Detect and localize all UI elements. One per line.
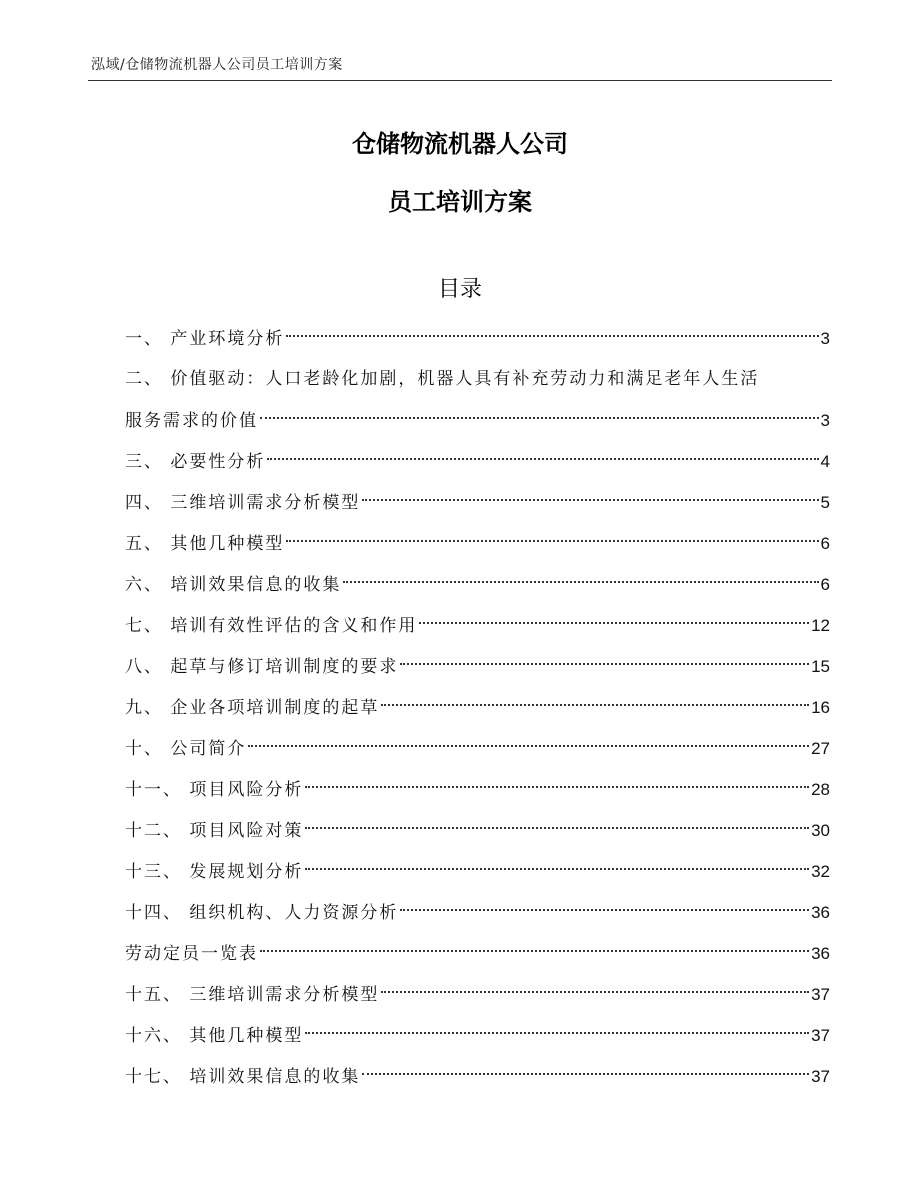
document-title-line2: 员工培训方案 bbox=[388, 188, 532, 216]
toc-entry-page: 6 bbox=[820, 534, 830, 553]
running-header: 泓域/仓储物流机器人公司员工培训方案 bbox=[91, 57, 343, 73]
toc-entry-page: 3 bbox=[820, 329, 830, 348]
toc-entry[interactable] bbox=[125, 605, 830, 646]
toc-leader-dots bbox=[400, 663, 809, 665]
toc-leader-dots bbox=[286, 540, 818, 542]
toc-leader-dots bbox=[381, 704, 809, 706]
toc-leader-dots bbox=[362, 1073, 809, 1075]
toc-entry-text: 十一、 项目风险分析 bbox=[125, 780, 304, 800]
toc-entry[interactable] bbox=[125, 400, 830, 441]
toc-leader-dots bbox=[381, 991, 809, 993]
toc-leader-dots bbox=[419, 622, 809, 624]
toc-leader-dots bbox=[260, 417, 819, 419]
toc-entry-text: 三、 必要性分析 bbox=[125, 452, 266, 472]
toc-entry-page: 3 bbox=[820, 411, 830, 430]
toc-entry-page: 6 bbox=[820, 575, 830, 594]
toc-entry-text: 七、 培训有效性评估的含义和作用 bbox=[125, 616, 418, 636]
toc-leader-dots bbox=[248, 745, 809, 747]
toc-entry[interactable] bbox=[125, 810, 830, 851]
toc-heading: 目录 bbox=[437, 277, 482, 302]
toc-leader-dots bbox=[286, 335, 818, 337]
toc-entry-text: 服务需求的价值 bbox=[125, 411, 258, 431]
toc-entry[interactable] bbox=[125, 482, 830, 523]
toc-entry-text: 十五、 三维培训需求分析模型 bbox=[125, 985, 380, 1005]
toc-entry-page: 32 bbox=[811, 862, 830, 881]
toc-entry-text: 十四、 组织机构、人力资源分析 bbox=[125, 903, 399, 923]
toc-entry-page: 5 bbox=[820, 493, 830, 512]
toc-leader-dots bbox=[400, 909, 809, 911]
toc-entry-text: 五、 其他几种模型 bbox=[125, 534, 285, 554]
toc-entry-page: 30 bbox=[811, 821, 830, 840]
toc-leader-dots bbox=[305, 786, 809, 788]
toc-entry-text: 十三、 发展规划分析 bbox=[125, 862, 304, 882]
toc-entry-page: 36 bbox=[811, 944, 830, 963]
toc-leader-dots bbox=[362, 499, 818, 501]
toc-entry-text: 一、 产业环境分析 bbox=[125, 329, 285, 349]
toc-entry[interactable] bbox=[125, 523, 830, 564]
toc-entry[interactable] bbox=[125, 646, 830, 687]
document-title-line1: 仓储物流机器人公司 bbox=[352, 130, 568, 158]
table-of-contents bbox=[125, 318, 830, 1097]
toc-entry-page: 28 bbox=[811, 780, 830, 799]
header-rule bbox=[88, 80, 832, 81]
toc-entry-text: 九、 企业各项培训制度的起草 bbox=[125, 698, 380, 718]
toc-entry-page: 36 bbox=[811, 903, 830, 922]
toc-entry[interactable] bbox=[125, 687, 830, 728]
toc-entry-page: 27 bbox=[811, 739, 830, 758]
toc-entry[interactable] bbox=[125, 441, 830, 482]
toc-leader-dots bbox=[305, 868, 809, 870]
toc-entry-text: 十七、 培训效果信息的收集 bbox=[125, 1067, 361, 1087]
toc-entry-text: 八、 起草与修订培训制度的要求 bbox=[125, 657, 399, 677]
toc-entry-page: 4 bbox=[820, 452, 830, 471]
toc-entry-text: 劳动定员一览表 bbox=[125, 944, 258, 964]
toc-entry[interactable] bbox=[125, 769, 830, 810]
toc-entry[interactable] bbox=[125, 1056, 830, 1097]
toc-entry[interactable] bbox=[125, 974, 830, 1015]
toc-entry-page: 37 bbox=[811, 1026, 830, 1045]
toc-leader-dots bbox=[343, 581, 818, 583]
toc-entry-text: 十二、 项目风险对策 bbox=[125, 821, 304, 841]
toc-entry[interactable] bbox=[125, 728, 830, 769]
toc-entry-page: 15 bbox=[811, 657, 830, 676]
toc-entry-page: 37 bbox=[811, 985, 830, 1004]
toc-entry[interactable] bbox=[125, 318, 830, 359]
toc-leader-dots bbox=[267, 458, 818, 460]
toc-leader-dots bbox=[305, 827, 809, 829]
toc-entry-text: 十、 公司简介 bbox=[125, 739, 247, 759]
toc-entry[interactable] bbox=[125, 564, 830, 605]
toc-entry[interactable] bbox=[125, 933, 830, 974]
toc-entry-text: 十六、 其他几种模型 bbox=[125, 1026, 304, 1046]
toc-entry-text: 四、 三维培训需求分析模型 bbox=[125, 493, 361, 513]
toc-entry-page: 16 bbox=[811, 698, 830, 717]
toc-entry[interactable] bbox=[125, 851, 830, 892]
toc-entry-text: 六、 培训效果信息的收集 bbox=[125, 575, 342, 595]
toc-entry-line1[interactable]: 二、 价值驱动：人口老龄化加剧，机器人具有补充劳动力和满足老年人生活 bbox=[125, 369, 760, 389]
toc-leader-dots bbox=[260, 950, 809, 952]
toc-leader-dots bbox=[305, 1032, 809, 1034]
toc-entry-page: 12 bbox=[811, 616, 830, 635]
toc-entry[interactable] bbox=[125, 1015, 830, 1056]
toc-entry[interactable] bbox=[125, 892, 830, 933]
toc-entry-page: 37 bbox=[811, 1067, 830, 1086]
